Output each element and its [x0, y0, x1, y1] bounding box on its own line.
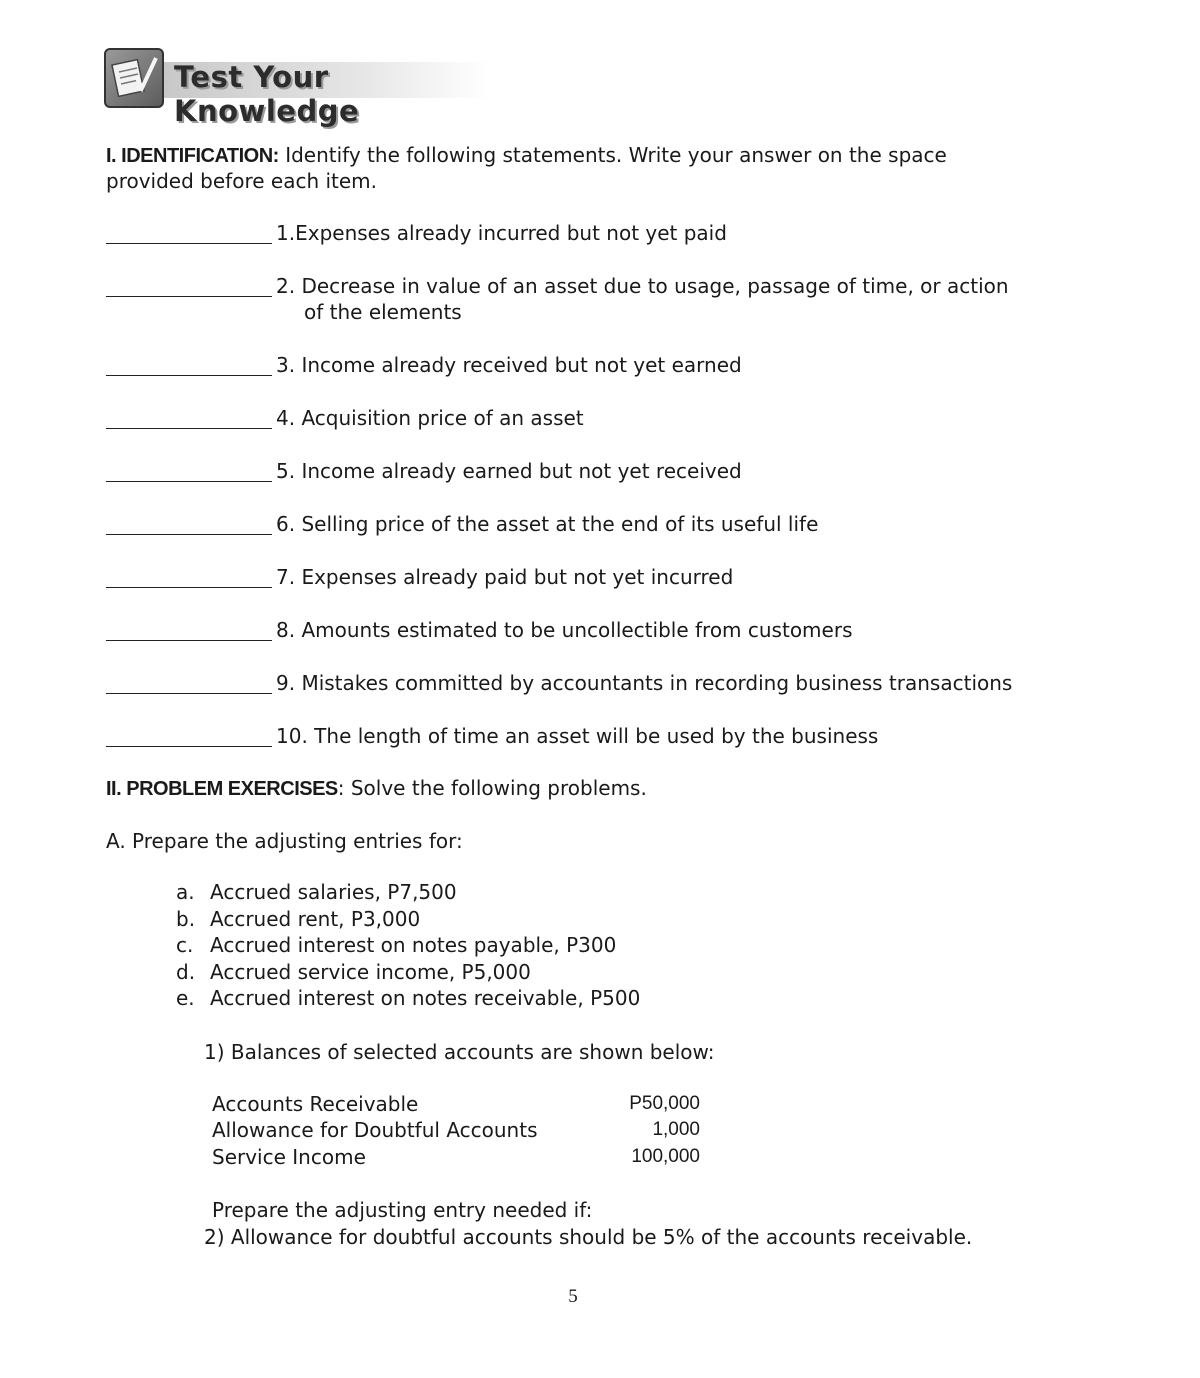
list-marker: c.: [176, 933, 194, 957]
answer-blank[interactable]: [106, 640, 272, 641]
list-item-continuation: of the elements: [304, 300, 462, 324]
answer-blank[interactable]: [106, 243, 272, 244]
notepad-check-icon: [104, 48, 164, 108]
section1-instruction-line2: provided before each item.: [106, 169, 378, 193]
list-item: 7. Expenses already paid but not yet incurred: [276, 565, 734, 589]
answer-blank[interactable]: [106, 587, 272, 588]
account-value: P50,000: [629, 1093, 700, 1114]
page-number: 5: [568, 1286, 578, 1307]
answer-blank[interactable]: [106, 693, 272, 694]
list-item: 9. Mistakes committed by accountants in recording business transactions: [276, 671, 1013, 695]
answer-blank[interactable]: [106, 428, 272, 429]
list-marker: b.: [176, 907, 196, 931]
section2-instruction-text: : Solve the following problems.: [337, 776, 647, 800]
list-item: Accrued interest on notes receivable, P500: [210, 986, 641, 1010]
list-item: 2. Decrease in value of an asset due to usage, passage of time, or action: [276, 274, 1009, 298]
prepare-instruction: Prepare the adjusting entry needed if:: [212, 1198, 593, 1222]
answer-blank[interactable]: [106, 746, 272, 747]
account-value: 1,000: [652, 1119, 700, 1140]
list-item: Accrued rent, P3,000: [210, 907, 421, 931]
list-item: 3. Income already received but not yet earned: [276, 353, 742, 377]
list-item: 8. Amounts estimated to be uncollectible from customers: [276, 618, 853, 642]
list-item: Accrued interest on notes payable, P300: [210, 933, 617, 957]
page-title: Test Your Knowledge: [174, 60, 360, 128]
list-item: 1.Expenses already incurred but not yet paid: [276, 221, 727, 245]
answer-blank[interactable]: [106, 375, 272, 376]
sub-problem-2: 2) Allowance for doubtful accounts should be 5% of the accounts receivable.: [204, 1225, 973, 1249]
account-value: 100,000: [631, 1146, 700, 1167]
list-item: Accrued service income, P5,000: [210, 960, 531, 984]
section2-heading: II. PROBLEM EXERCISES: [106, 778, 338, 800]
section2-instruction: [106, 775, 647, 802]
account-name: Accounts Receivable: [212, 1092, 419, 1116]
list-marker: e.: [176, 986, 195, 1010]
answer-blank[interactable]: [106, 481, 272, 482]
header-banner: [104, 48, 494, 128]
list-marker: a.: [176, 880, 195, 904]
answer-blank[interactable]: [106, 534, 272, 535]
list-item: 6. Selling price of the asset at the end of its useful life: [276, 512, 819, 536]
list-marker: d.: [176, 960, 196, 984]
list-item: Accrued salaries, P7,500: [210, 880, 457, 904]
sub-problem-1: 1) Balances of selected accounts are shown below:: [204, 1040, 715, 1064]
answer-blank[interactable]: [106, 296, 272, 297]
section1-instruction: [106, 142, 947, 169]
list-item: 4. Acquisition price of an asset: [276, 406, 584, 430]
list-item: 5. Income already earned but not yet received: [276, 459, 742, 483]
account-name: Allowance for Doubtful Accounts: [212, 1118, 538, 1142]
section1-instruction-line1: Identify the following statements. Write your answer on the space: [285, 143, 947, 167]
account-name: Service Income: [212, 1145, 366, 1169]
list-item: 10. The length of time an asset will be used by the business: [276, 724, 879, 748]
section1-heading: I. IDENTIFICATION:: [106, 145, 279, 167]
part-a-heading: A. Prepare the adjusting entries for:: [106, 829, 463, 853]
